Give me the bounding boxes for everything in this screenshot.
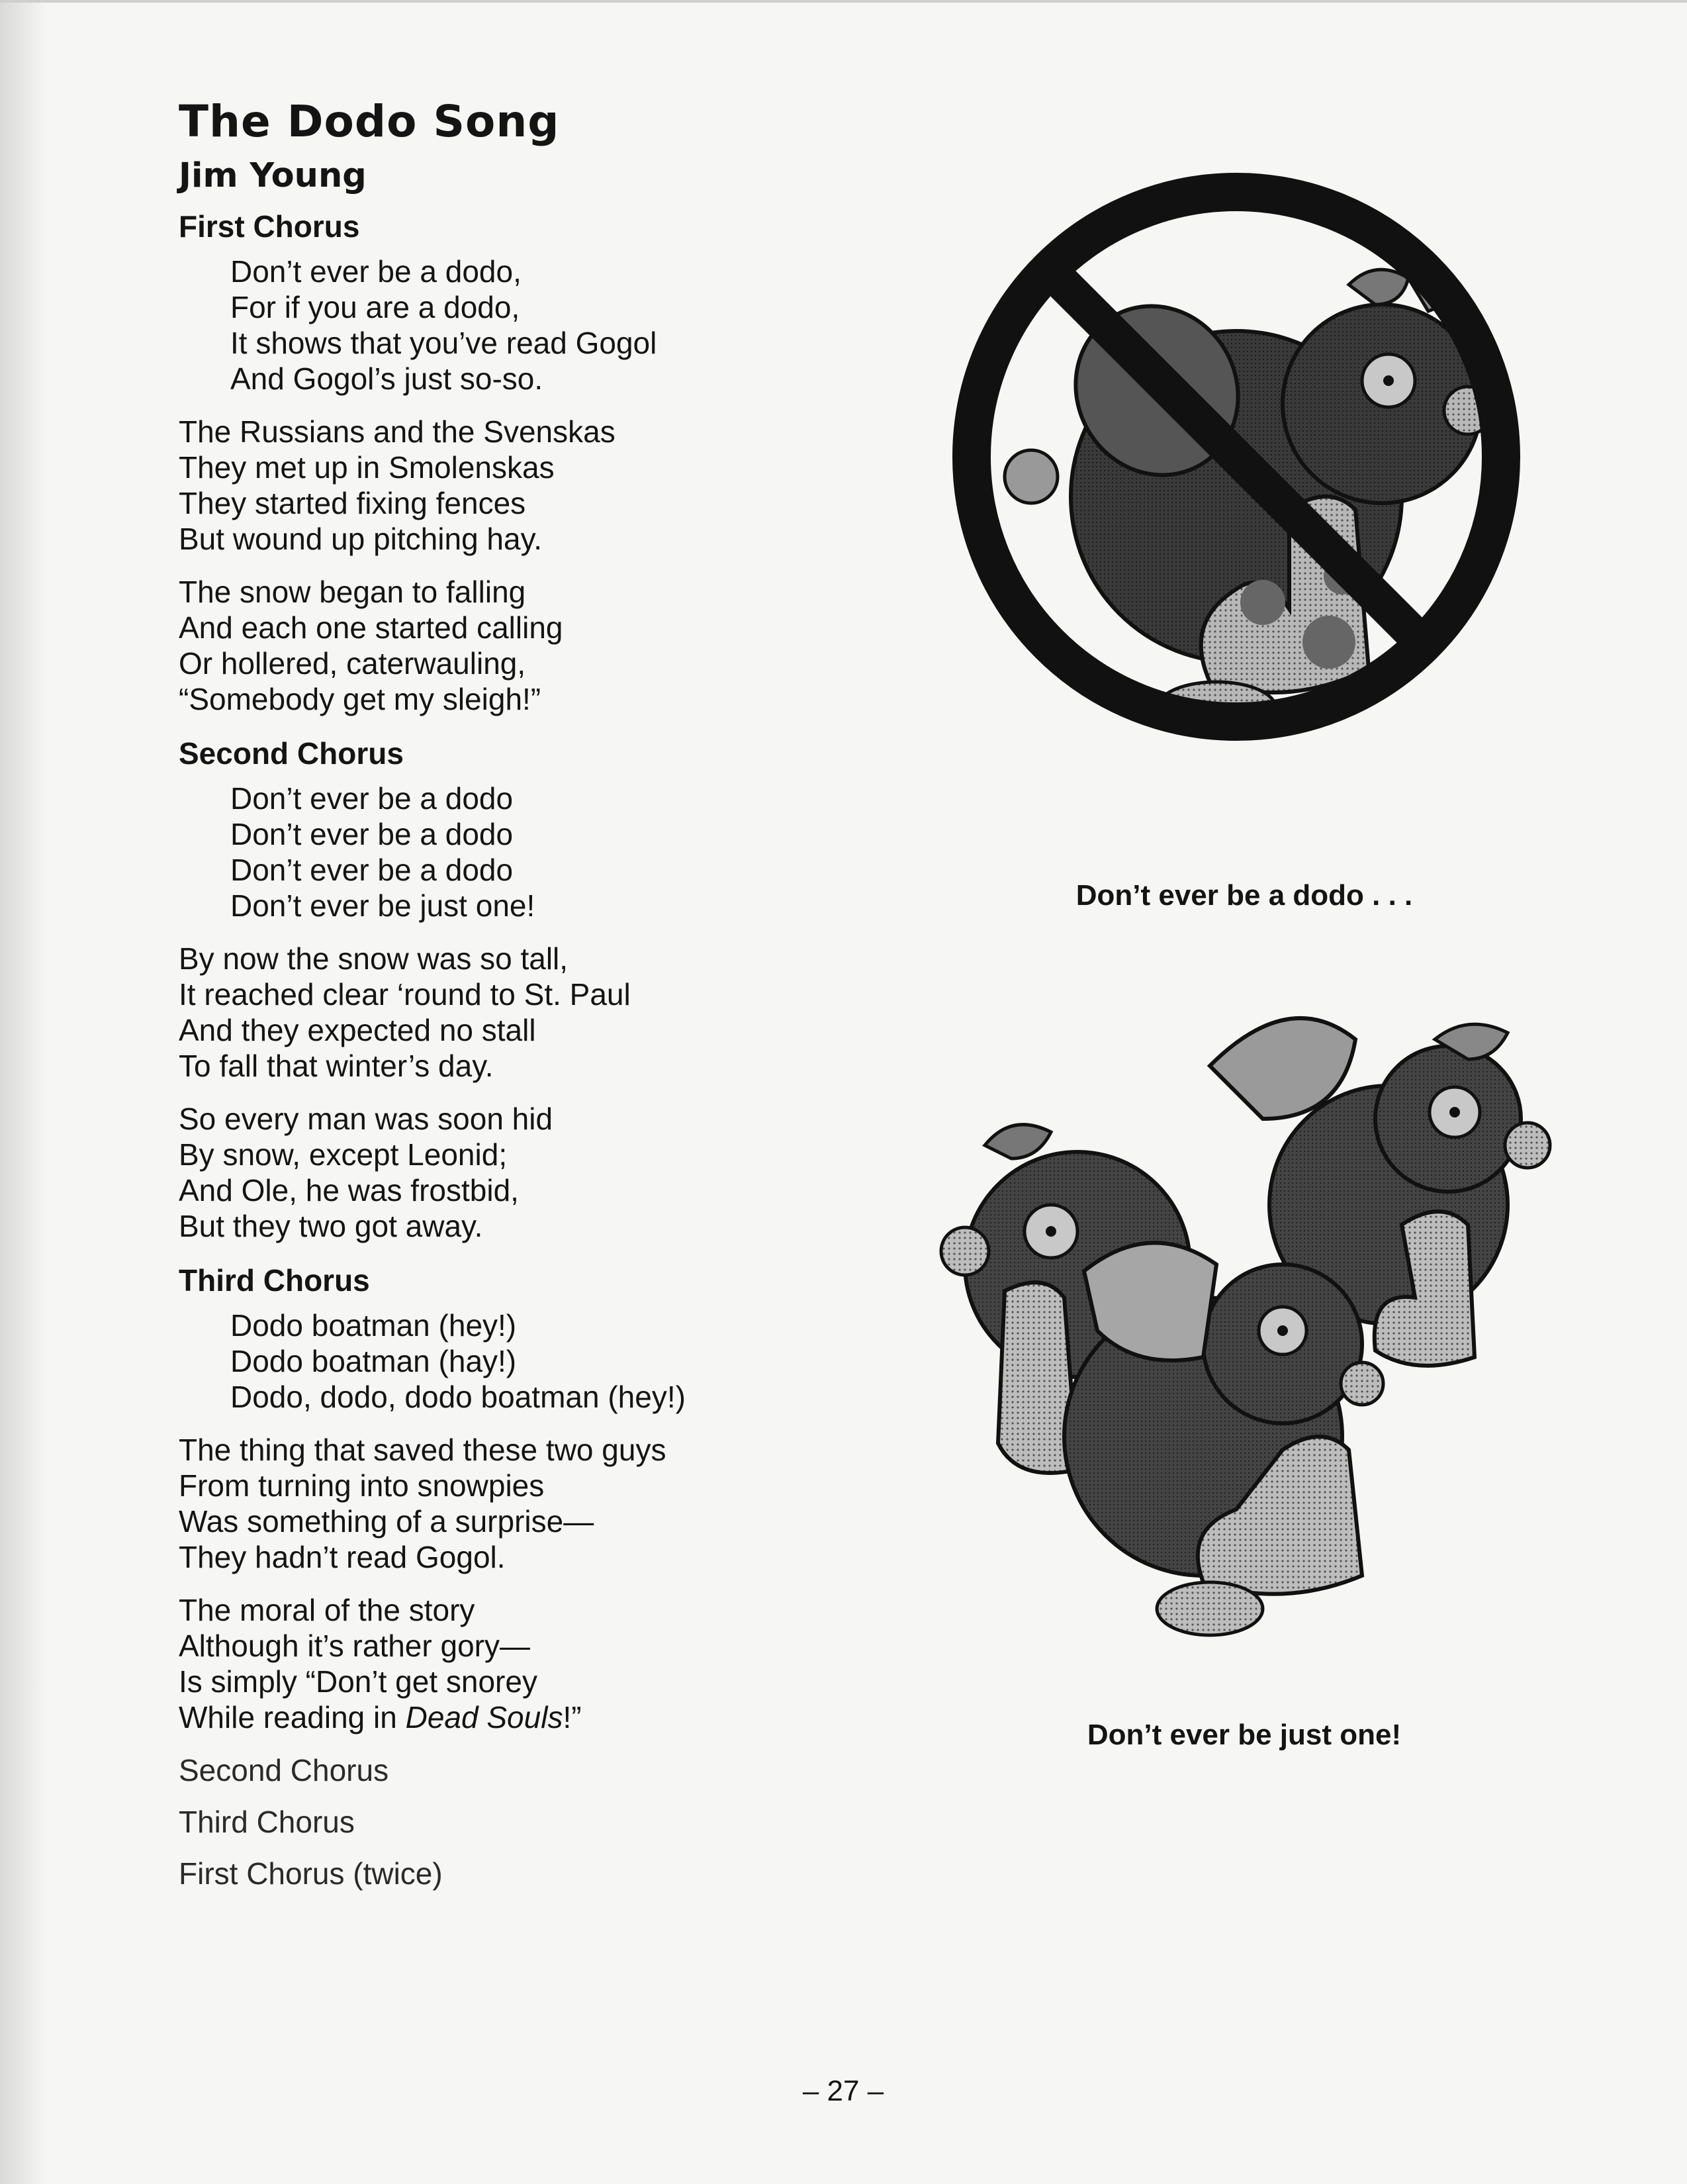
scan-top-edge <box>0 0 1687 3</box>
verse-2 <box>179 574 880 717</box>
caption-dont-be-a-dodo: Don’t ever be a dodo . . . <box>1075 879 1413 912</box>
lyric-line: Or hollered, caterwauling, <box>179 646 526 681</box>
song-title: The Dodo Song <box>179 96 560 147</box>
lyric-line: But wound up pitching hay. <box>179 522 542 556</box>
lyric-line: “Somebody get my sleigh!” <box>179 682 541 716</box>
lyric-line: By now the snow was so tall, <box>179 941 569 976</box>
second-chorus-heading: Second Chorus <box>179 736 404 771</box>
lyric-line: And Gogol’s just so-so. <box>230 361 543 396</box>
lyric-line: Although it’s rather gory— <box>179 1629 530 1663</box>
first-chorus-heading: First Chorus <box>179 209 360 244</box>
lyric-line: Don’t ever be a dodo <box>230 781 514 816</box>
lyric-line: They met up in Smolenskas <box>179 450 555 485</box>
lyric-line: It reached clear ‘round to St. Paul <box>179 977 631 1012</box>
lyric-line: To fall that winter’s day. <box>179 1049 494 1083</box>
endnote-third-chorus: Third Chorus <box>179 1805 355 1839</box>
lyric-line: It shows that you’ve read Gogol <box>230 326 657 360</box>
verse-1 <box>179 414 880 557</box>
lyric-line: Don’t ever be a dodo <box>230 817 514 851</box>
lyric-line: Was something of a surprise— <box>179 1504 594 1539</box>
lyric-line-dead-souls <box>179 1699 880 1735</box>
lyric-line: Don’t ever be a dodo <box>230 853 514 887</box>
lyric-line: By snow, except Leonid; <box>179 1137 508 1172</box>
verse-6 <box>179 1592 880 1735</box>
caption-dont-be-just-one: Don’t ever be just one! <box>1087 1719 1402 1751</box>
lyric-line: Don’t ever be just one! <box>230 888 535 923</box>
song-author: Jim Young <box>179 156 367 195</box>
endnote-first-chorus-twice: First Chorus (twice) <box>179 1856 443 1891</box>
lyric-line: The snow began to falling <box>179 575 526 609</box>
lyric-line: The moral of the story <box>179 1593 475 1627</box>
first-chorus-stanza <box>179 254 880 397</box>
verse-3 <box>179 941 880 1084</box>
scan-edge-shadow <box>0 0 46 2184</box>
lyric-line: But they two got away. <box>179 1209 483 1243</box>
page-number: – 27 – <box>802 2075 884 2107</box>
endnote-second-chorus: Second Chorus <box>179 1753 389 1787</box>
lyric-line: Dodo boatman (hey!) <box>230 1308 517 1343</box>
lyric-suffix: !” <box>563 1700 582 1734</box>
lyric-line: The thing that saved these two guys <box>179 1433 666 1467</box>
verse-4 <box>179 1101 880 1244</box>
lyric-line: Don’t ever be a dodo, <box>230 254 522 289</box>
second-chorus-stanza <box>179 781 880 924</box>
book-title-dead-souls: Dead Souls <box>405 1700 563 1734</box>
lyric-line: Dodo boatman (hay!) <box>230 1344 517 1378</box>
lyric-line: The Russians and the Svenskas <box>179 414 616 449</box>
lyric-line: So every man was soon hid <box>179 1102 553 1136</box>
lyric-line: Dodo, dodo, dodo boatman (hey!) <box>230 1380 686 1414</box>
lyric-line: From turning into snowpies <box>179 1468 545 1503</box>
lyric-line: And Ole, he was frostbid, <box>179 1173 519 1208</box>
song-text <box>179 96 880 1891</box>
lyric-line: They started fixing fences <box>179 486 526 520</box>
dodo-bottom <box>1064 1243 1383 1635</box>
lyric-line: And they expected no stall <box>179 1013 536 1047</box>
lyric-line: For if you are a dodo, <box>230 290 520 324</box>
no-dodo-illustration <box>932 99 1541 814</box>
lyric-line: Is simply “Don’t get snorey <box>179 1664 537 1699</box>
three-dodos-illustration <box>925 986 1561 1662</box>
third-chorus-stanza <box>179 1307 880 1415</box>
verse-5 <box>179 1432 880 1575</box>
third-chorus-heading: Third Chorus <box>179 1263 370 1298</box>
lyric-prefix: While reading in <box>179 1700 406 1734</box>
lyric-line: And each one started calling <box>179 610 563 645</box>
lyric-line: They hadn’t read Gogol. <box>179 1540 506 1574</box>
